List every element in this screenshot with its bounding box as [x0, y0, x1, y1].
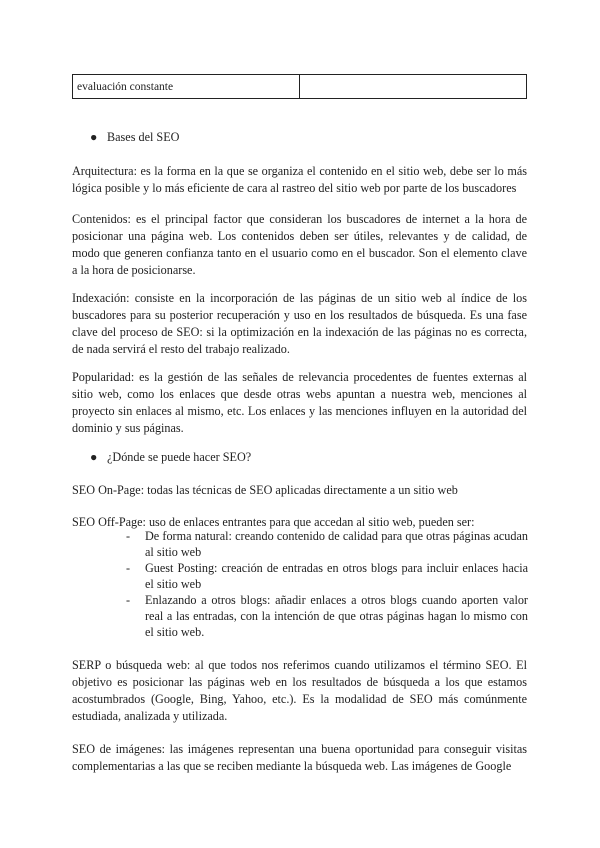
list-item: [126, 592, 528, 640]
list-item-text: De forma natural: creando contenido de calidad para que otras páginas acudan al sitio web: [145, 529, 528, 559]
paragraph-popularidad: Popularidad: es la gestión de las señales de relevancia procedentes de fuentes externas al sitio web, como los enlaces que desde otras webs apuntan a nuestra web, menciones al proyecto sin enlaces al mismo, etc. Los enlaces y las menciones influyen en la autoridad del dominio y sus páginas.: [72, 370, 527, 435]
list-item: [126, 560, 528, 592]
list-item: [126, 528, 528, 560]
list-item-text: Enlazando a otros blogs: añadir enlaces a otros blogs cuando aporten valor real a las entradas, con la intención de que otras páginas hagan lo mismo con el sitio web.: [145, 593, 528, 639]
paragraph-contenidos: Contenidos: es el principal factor que consideran los buscadores de internet a la hora de posicionar una página web. Los contenidos deben ser útiles, relevantes y de calidad, de modo que generen confianza tanto en el usuario como en el buscador. Son el elemento clave a la hora de posicionarse.: [72, 212, 527, 277]
dash-marker: -: [126, 561, 131, 575]
section-heading-donde: [90, 450, 251, 465]
paragraph-serp: SERP o búsqueda web: al que todos nos referimos cuando utilizamos el término SEO. El objetivo es posicionar las páginas web en los resultados de búsqueda a los que estamos acostumbrados (Google, Bing, Yahoo, etc.). Es la modalidad de SEO más comúnmente estudiada, analizada y utilizada.: [72, 658, 527, 723]
table-cell-left: evaluación constante: [73, 75, 300, 99]
dash-marker: -: [126, 593, 131, 607]
paragraph-onpage: SEO On-Page: todas las técnicas de SEO aplicadas directamente a un sitio web: [72, 483, 458, 497]
dash-marker: -: [126, 529, 131, 543]
bullet-icon: ●: [90, 130, 98, 144]
section-heading-bases: [90, 130, 179, 145]
table-row: [73, 75, 527, 99]
paragraph-arquitectura: Arquitectura: es la forma en la que se organiza el contenido en el sitio web, debe ser lo más lógica posible y lo más eficiente de cara al rastreo del sitio web por parte de los buscadores: [72, 164, 527, 195]
section-title: ¿Dónde se puede hacer SEO?: [107, 450, 252, 464]
bullet-icon: ●: [90, 450, 98, 464]
paragraph-imagenes: SEO de imágenes: las imágenes representan una buena oportunidad para conseguir visitas complementarias a las que se reciben mediante la búsqueda web. Las imágenes de Google: [72, 742, 527, 773]
paragraph-offpage: SEO Off-Page: uso de enlaces entrantes para que accedan al sitio web, pueden ser:: [72, 515, 475, 529]
offpage-list: [126, 528, 528, 640]
table-fragment: [72, 74, 527, 99]
paragraph-indexacion: Indexación: consiste en la incorporación de las páginas de un sitio web al índice de los buscadores para su posterior recuperación y uso en los resultados de búsqueda. Es una fase clave del proceso de SEO: si la optimización en la indexación de las páginas no es correcta, de nada servirá el resto del trabajo realizado.: [72, 291, 527, 356]
table-cell-right: [300, 75, 527, 99]
list-item-text: Guest Posting: creación de entradas en otros blogs para incluir enlaces hacia el sitio web: [145, 561, 528, 591]
section-title: Bases del SEO: [107, 130, 180, 144]
